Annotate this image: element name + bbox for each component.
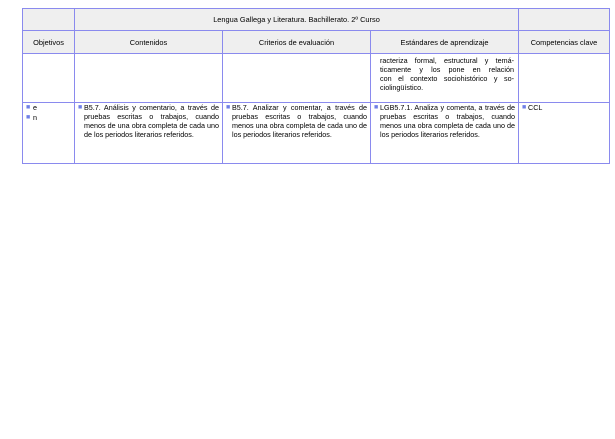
continuation-row — [23, 54, 610, 103]
cont-estandares-line-3: con el contexto sociohistórico y so- — [380, 74, 514, 83]
competencias-cell — [519, 103, 610, 164]
criterios-text: B5.7. Analizar y comentar, a través de pruebas escritas o trabajos, cuando menos una obra completa de cada uno de los periodos literarios referidos. — [232, 103, 367, 139]
cont-competencias-cell — [519, 54, 610, 103]
bullet-icon: ■ — [374, 104, 379, 111]
cont-criterios-cell — [223, 54, 371, 103]
criterios-item — [223, 103, 370, 139]
bullet-icon: ■ — [522, 104, 527, 111]
estandares-item — [371, 103, 518, 139]
table-row — [23, 103, 610, 164]
competencias-item — [519, 103, 609, 112]
competencias-text: CCL — [528, 103, 543, 112]
title-row — [23, 9, 610, 31]
contenidos-text: B5.7. Análisis y comentario, a través de pruebas escritas o trabajos, cuando menos de una obra completa de cada uno de los periodos literarios referidos. — [84, 103, 219, 139]
bullet-icon: ■ — [78, 104, 83, 111]
cont-estandares-line-1: racteriza formal, estructural y temá- — [380, 56, 514, 65]
contenidos-cell — [75, 103, 223, 164]
cont-estandares-cell — [371, 54, 519, 103]
header-criterios: Criterios de evaluación — [223, 31, 371, 54]
objetivo-item — [23, 113, 74, 123]
header-estandares: Estándares de aprendizaje — [371, 31, 519, 54]
cont-estandares-line-4: ciolingüístico. — [380, 83, 424, 92]
header-objetivos: Objetivos — [23, 31, 75, 54]
title-left-blank — [23, 9, 75, 31]
bullet-icon: ■ — [26, 104, 31, 111]
cont-estandares-text — [371, 54, 518, 92]
objetivo-label: e — [33, 103, 37, 112]
cont-estandares-line-2: ticamente y los pone en relación — [380, 65, 514, 74]
objetivos-cell — [23, 103, 75, 164]
header-row — [23, 31, 610, 54]
cont-objetivos-cell — [23, 54, 75, 103]
header-contenidos: Contenidos — [75, 31, 223, 54]
estandares-text: LGB5.7.1. Analiza y comenta, a través de pruebas escritas o trabajos, cuando menos una obra completa de cada uno de los periodos literarios referidos. — [380, 103, 515, 139]
objetivo-label: n — [33, 113, 37, 122]
contenidos-item — [75, 103, 222, 139]
title-right-blank — [519, 9, 610, 31]
header-competencias: Competencias clave — [519, 31, 610, 54]
objetivo-item — [23, 103, 74, 113]
table-title: Lengua Gallega y Literatura. Bachillerato. 2º Curso — [75, 9, 519, 31]
criterios-cell — [223, 103, 371, 164]
curriculum-table — [22, 8, 610, 164]
cont-contenidos-cell — [75, 54, 223, 103]
bullet-icon: ■ — [26, 114, 31, 121]
estandares-cell — [371, 103, 519, 164]
bullet-icon: ■ — [226, 104, 231, 111]
